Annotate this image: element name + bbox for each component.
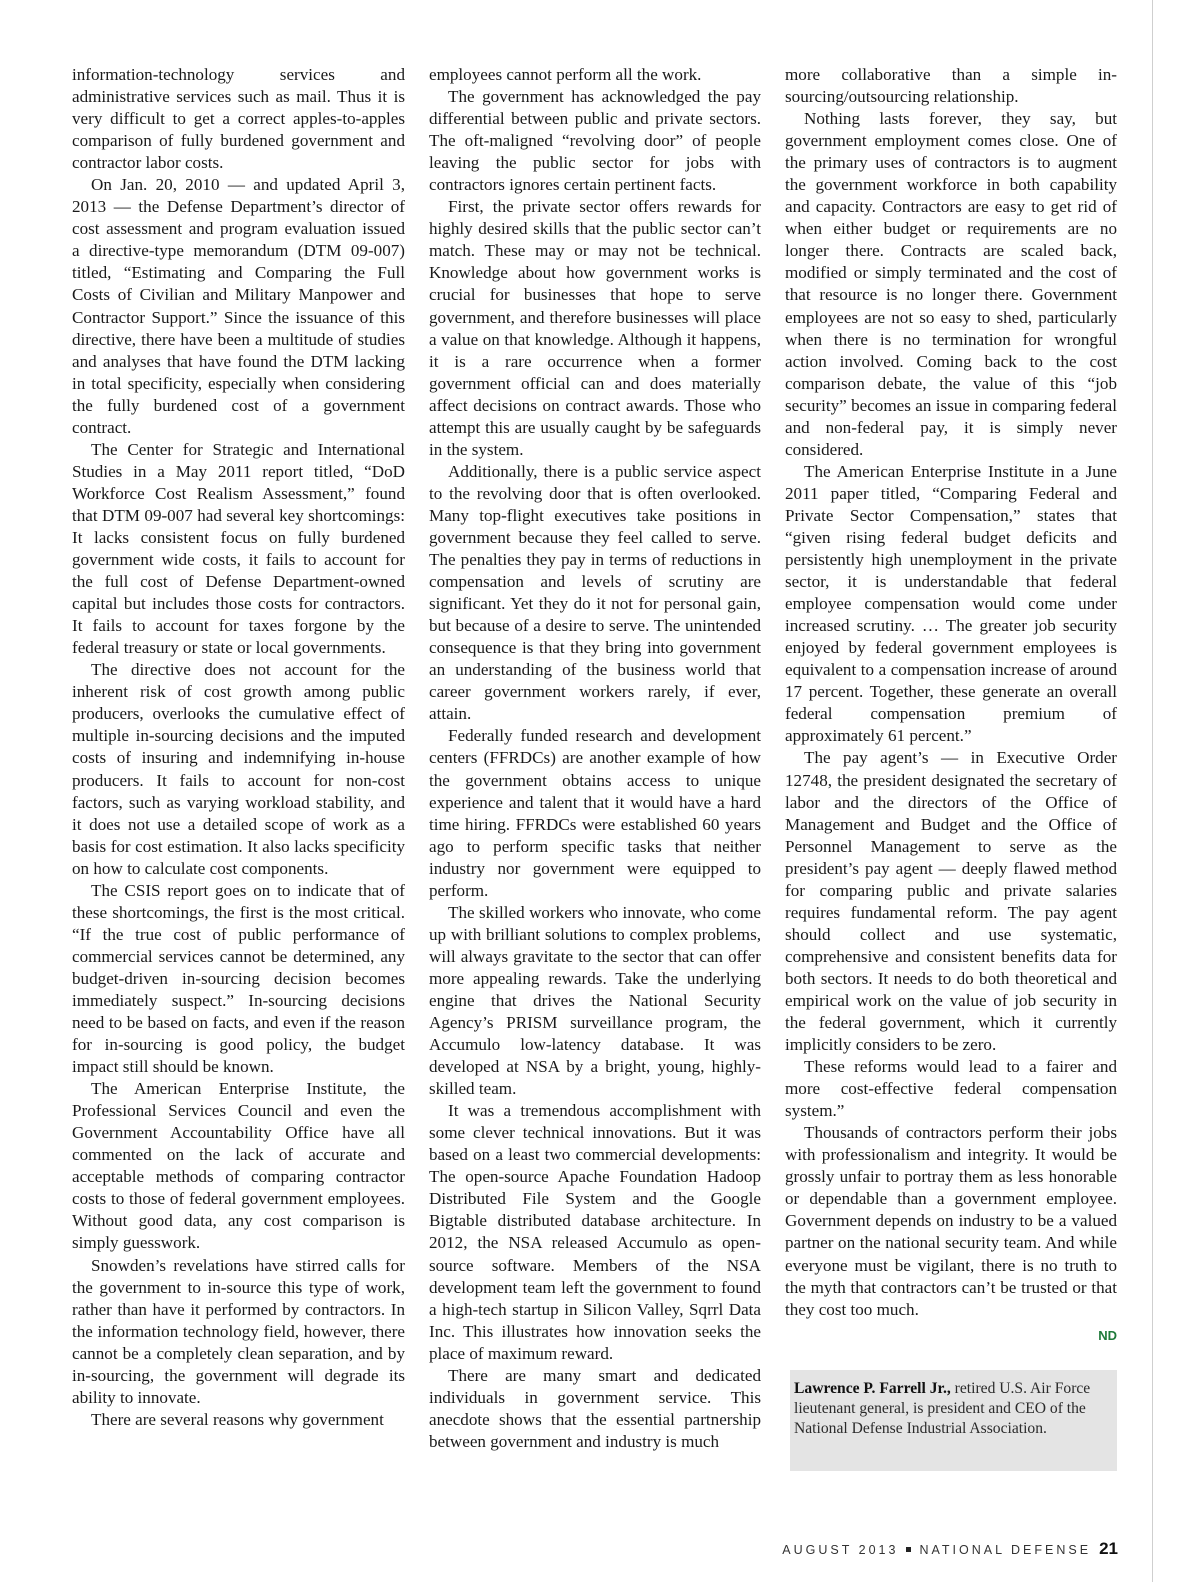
paragraph: These reforms would lead to a fairer and more cost-effective federal compensation system.” xyxy=(785,1057,1117,1121)
paragraph: The government has acknowledged the pay differential between public and private sectors. The oft-maligned “revolving door” of people leaving the public sector for jobs with contractors ignores certain pertinent facts. xyxy=(429,87,761,195)
paragraph: Federally funded research and development centers (FFRDCs) are another example of how the government obtains access to unique experience and talent that it would have a hard time hiring. FFRDCs were established 60 years ago to perform specific tasks that neither industry nor government were equipped to perform. xyxy=(429,726,761,900)
page-footer xyxy=(782,1539,1118,1559)
paragraph: employees cannot perform all the work. xyxy=(429,65,702,84)
footer-separator xyxy=(906,1547,911,1552)
paragraph: The pay agent’s — in Executive Order 12748, the president designated the secretary of labor and the directors of the Office of Management and Budget and the Office of Personnel Management to serve as the president’s pay agent — deeply flawed method for comparing public and private salaries requires fundamental reform. The pay agent should collect and use systematic, comprehensive and consistent benefits data for both sectors. It needs to do both theoretical and empirical work on the value of job security in the federal government, which it currently implicitly considers to be zero. xyxy=(785,748,1117,1055)
article-column-2 xyxy=(429,64,761,1453)
paragraph: On Jan. 20, 2010 — and updated April 3, 2013 — the Defense Department’s director of cost assessment and program evaluation issued a directive-type memorandum (DTM 09-007) titled, “Estimating and Comparing the Full Costs of Civilian and Military Manpower and Contractor Support.” Since the issuance of this directive, there have been a multitude of studies and analyses that have found the DTM lacking in total specificity, especially when considering the fully burdened cost of a government contract. xyxy=(72,175,405,437)
article-column-1 xyxy=(72,64,405,1431)
paragraph: more collaborative than a simple in-sourcing/outsourcing relationship. xyxy=(785,65,1117,107)
paragraph: The American Enterprise Institute, the Professional Services Council and even the Government Accountability Office have all commented on the lack of accurate and acceptable methods of comparing contractor costs to those of federal government employees. Without good data, any cost comparison is simply guesswork. xyxy=(72,1079,405,1253)
paragraph: It was a tremendous accomplishment with some clever technical innovations. But it was based on a least two commercial developments: The open-source Apache Foundation Hadoop Distributed File System and the Google Bigtable distributed database architecture. In 2012, the NSA released Accumulo as open-source software. Members of the NSA development team left the government to found a high-tech startup in Silicon Valley, Sqrrl Data Inc. This illustrates how innovation seeks the place of maximum reward. xyxy=(429,1101,761,1363)
page-number: 21 xyxy=(1099,1539,1118,1558)
author-name: Lawrence P. Farrell Jr., xyxy=(794,1380,951,1397)
paragraph: The Center for Strategic and International Studies in a May 2011 report titled, “DoD Workforce Cost Realism Assessment,” found that DTM 09-007 had several key shortcomings: It lacks consistent focus on fully burdened government wide costs, it fails to account for the full cost of Defense Department-owned capital but includes those costs for contractors. It fails to account for taxes forgone by the federal treasury or state or local governments. xyxy=(72,439,405,658)
paragraph: There are several reasons why government xyxy=(91,1409,384,1429)
footer-date: AUGUST 2013 xyxy=(782,1543,899,1557)
author-bio-text: retired U.S. Air Force lieutenant general, is president and CEO of the National Defense Industrial Association. xyxy=(794,1380,1091,1438)
paragraph: There are many smart and dedicated individuals in government service. This anecdote shows that the essential partnership between government and industry is much xyxy=(429,1365,761,1451)
paragraph: First, the private sector offers rewards for highly desired skills that the public sector can’t match. These may or may not be technical. Knowledge about how government works is crucial for businesses that hope to serve government, and therefore businesses will place a value on that knowledge. Although it happens, it is a rare occurrence when a former government official can and does materially affect decisions on contract awards. Those who attempt this are usually caught by be safeguards in the system. xyxy=(429,197,761,459)
paragraph: Nothing lasts forever, they say, but government employment comes close. One of the primary uses of contractors is to augment the government workforce in both capability and capacity. Contractors are easy to get rid of when either budget or requirements are no longer there. Contracts are scaled back, modified or simply terminated and the cost of that resource is no longer there. Government employees are not so easy to shed, particularly when there is no termination for wrongful action involved. Coming back to the cost comparison debate, the value of this “job security” becomes an issue in comparing federal and non-federal pay, it is simply never considered. xyxy=(785,109,1117,459)
paragraph: The American Enterprise Institute in a June 2011 paper titled, “Comparing Federal and Private Sector Compensation,” states that “given rising federal budget deficits and persistently high unemployment in the private sector, it is understandable that federal employee compensation would come under increased scrutiny. … The greater job security enjoyed by federal government employees is equivalent to a compensation increase of around 17 percent. Together, these generate an overall federal compensation premium of approximately 61 percent.” xyxy=(785,461,1117,746)
footer-publication: NATIONAL DEFENSE xyxy=(919,1543,1092,1557)
paragraph: The skilled workers who innovate, who come up with brilliant solutions to complex problems, will always gravitate to the sector that can offer more appealing rewards. Take the underlying engine that drives the National Security Agency’s PRISM surveillance program, the Accumulo low-latency database. It was developed at NSA by a bright, young, highly-skilled team. xyxy=(429,902,761,1099)
paragraph: Snowden’s revelations have stirred calls for the government to in-source this type of work, rather than have it performed by contractors. In the information technology field, however, there cannot be a completely clean separation, and by in-sourcing, the government will degrade its ability to innovate. xyxy=(72,1255,405,1407)
paragraph: Additionally, there is a public service aspect to the revolving door that is often overlooked. Many top-flight executives take positions in government because they feel called to serve. The penalties they pay in terms of reductions in compensation and levels of scrutiny are significant. Yet they do it not for personal gain, but because of a desire to serve. The unintended consequence is that they bring into government an understanding of the business world that career government workers rarely, if ever, attain. xyxy=(429,461,761,724)
paragraph: information-technology services and administrative services such as mail. Thus it is very difficult to get a correct apples-to-apples comparison of fully burdened government and contractor labor costs. xyxy=(72,65,405,173)
paragraph: Thousands of contractors perform their jobs with professionalism and integrity. It would be grossly unfair to portray them as less honorable or dependable than a government employee. Government depends on industry to be a valued partner on the national security team. And while everyone must be vigilant, there is no truth to the myth that contractors can’t be trusted or that they cost too much. xyxy=(785,1123,1117,1319)
paragraph: The CSIS report goes on to indicate that of these shortcomings, the first is the most critical. “If the true cost of public performance of commercial services cannot be determined, any budget-driven in-sourcing decision becomes immediately suspect.” In-sourcing decisions need to be based on facts, and even if the reason for in-sourcing is good policy, the budget impact still should be known. xyxy=(72,880,405,1077)
page-edge-rule xyxy=(1152,0,1153,1582)
nd-end-mark: ND xyxy=(1098,1327,1117,1343)
paragraph: The directive does not account for the inherent risk of cost growth among public producers, overlooks the cumulative effect of multiple in-sourcing decisions and the imputed costs of insuring and indemnifying in-house producers. It fails to account for non-cost factors, such as varying workload stability, and it does not use a detailed scope of work as a basis for cost estimation. It also lacks specificity on how to calculate cost components. xyxy=(72,660,405,878)
author-bio-box xyxy=(790,1370,1117,1471)
article-column-3 xyxy=(785,64,1117,1347)
